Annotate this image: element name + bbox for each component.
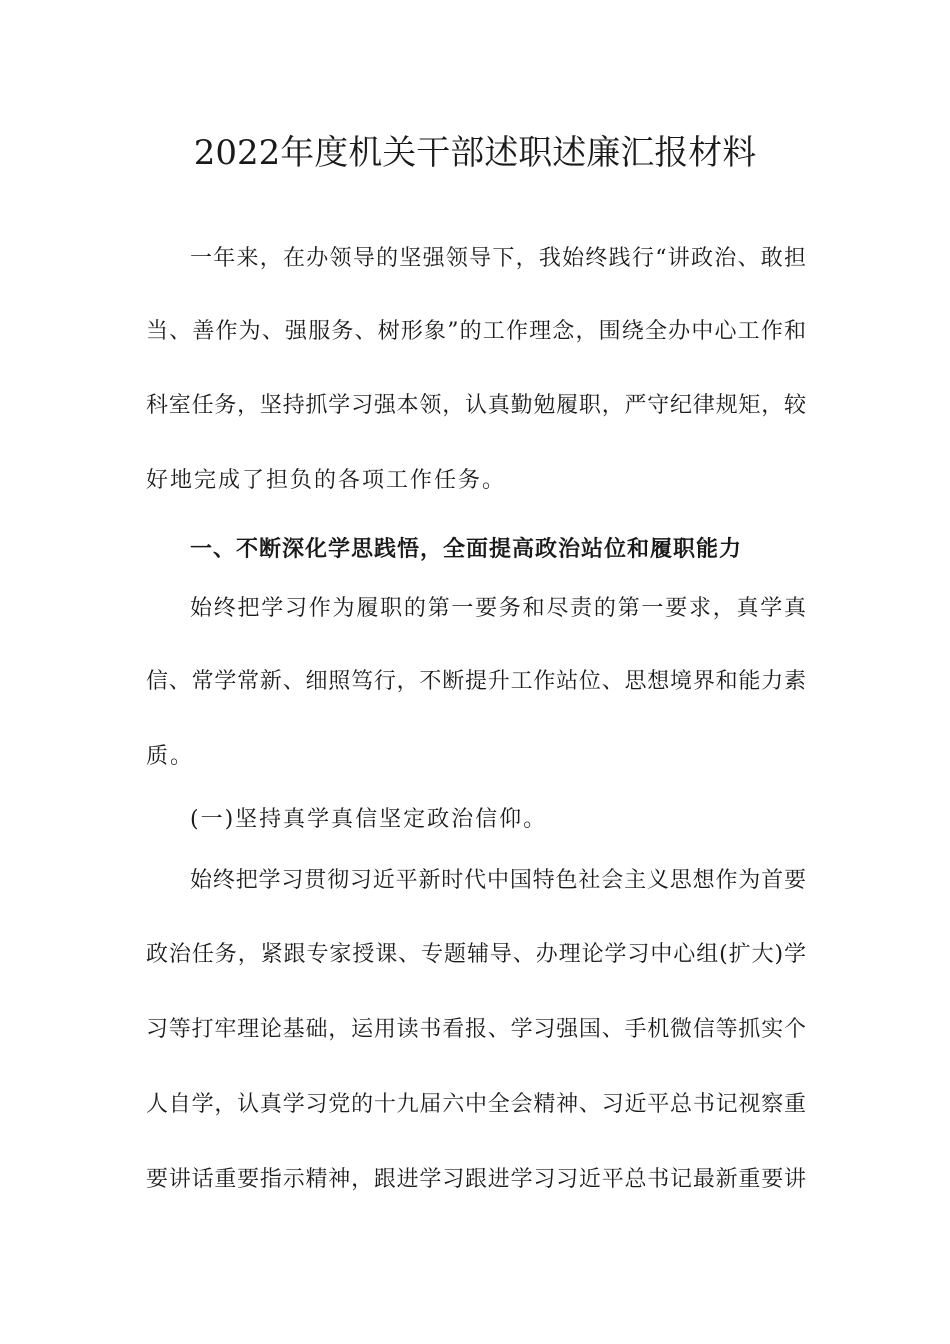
section-heading: 一、不断深化学思践悟，全面提高政治站位和履职能力 [190,536,743,562]
document-title: 2022年度机关干部述职述廉汇报材料 [193,133,757,173]
paragraph-line: 信、常学常新、细照笃行，不断提升工作站位、思想境界和能力素 [146,669,806,694]
paragraph-line: 一年来，在办领导的坚强领导下，我始终践行“讲政治、敢担 [190,246,806,271]
paragraph-line: 要讲话重要指示精神，跟进学习跟进学习习近平总书记最新重要讲 [146,1167,806,1192]
paragraph-line: 始终把学习贯彻习近平新时代中国特色社会主义思想作为首要 [190,868,806,893]
paragraph-line: 人自学，认真学习党的十九届六中全会精神、习近平总书记视察重 [146,1092,806,1117]
paragraph-line: 始终把学习作为履职的第一要务和尽责的第一要求，真学真 [190,596,806,621]
paragraph-line: 习等打牢理论基础，运用读书看报、学习强国、手机微信等抓实个 [146,1017,806,1042]
paragraph-line: 质。 [146,744,195,769]
paragraph-line: 当、善作为、强服务、树形象”的工作理念，围绕全办中心工作和 [146,319,806,344]
paragraph-line: 政治任务，紧跟专家授课、专题辅导、办理论学习中心组(扩大)学 [146,942,806,967]
paragraph-line: 好地完成了担负的各项工作任务。 [146,468,507,493]
paragraph-line: 科室任务，坚持抓学习强本领，认真勤勉履职，严守纪律规矩，较 [146,393,806,418]
subsection-heading: (一)坚持真学真信坚定政治信仰。 [190,807,548,832]
